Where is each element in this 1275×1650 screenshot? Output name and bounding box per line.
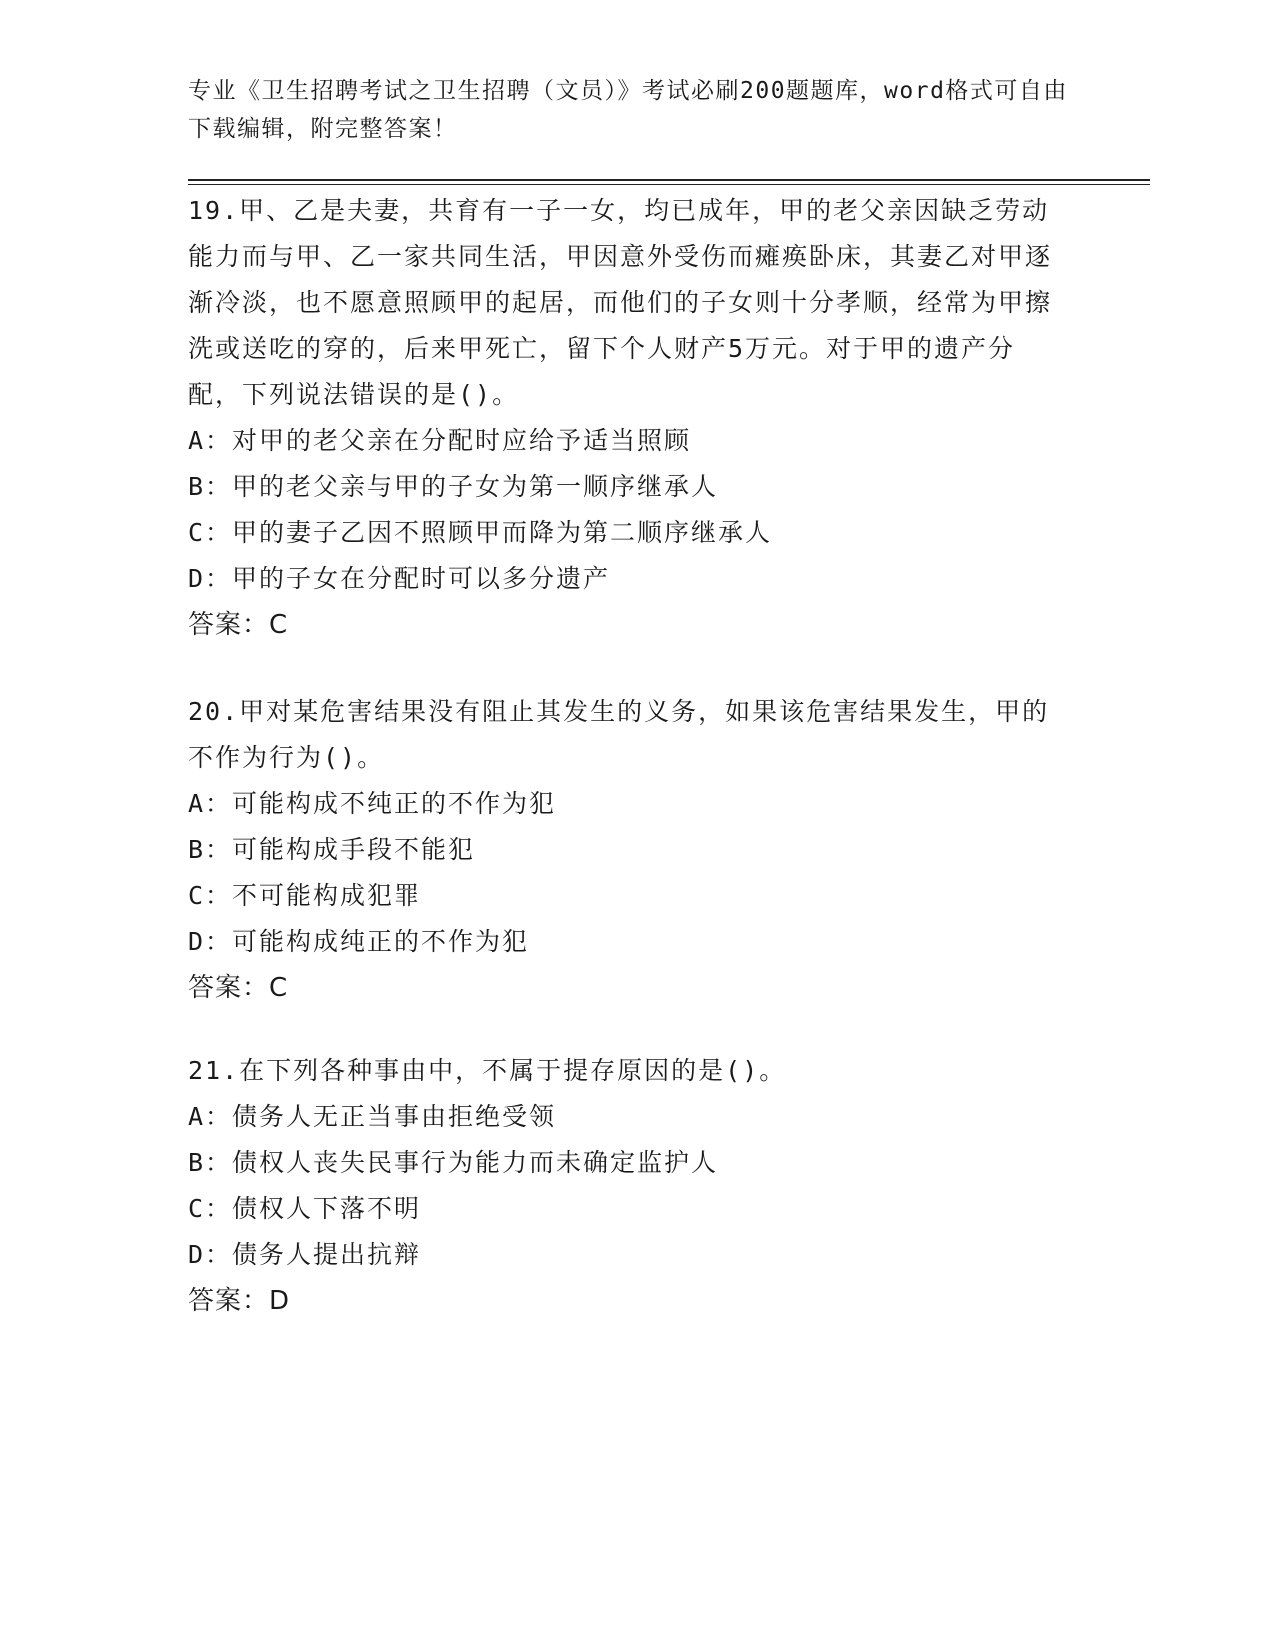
header-title: 专业《卫生招聘考试之卫生招聘（文员）》考试必刷200题题库，word格式可自由下载编辑，附完整答案！ [188,78,1068,142]
question-stem: 19.甲、乙是夫妻，共育有一子一女，均已成年，甲的老父亲因缺乏劳动能力而与甲、乙一家共同生活，甲因意外受伤而瘫痪卧床，其妻乙对甲逐渐冷淡，也不愿意照顾甲的起居，而他们的子女则十分孝顺，经常为甲擦洗或送吃的穿的，后来甲死亡，留下个人财产5万元。对于甲的遗产分配，下列说法错误的是()。 [188,196,1053,409]
question-stem: 20.甲对某危害结果没有阻止其发生的义务，如果该危害结果发生，甲的不作为行为()。 [188,697,1050,772]
option-b: B：债权人丧失民事行为能力而未确定监护人 [188,1148,719,1177]
option-d: D：甲的子女在分配时可以多分遗产 [188,564,611,593]
document-header [188,72,1068,148]
question-20 [188,689,1068,1011]
question-19 [188,188,1068,648]
option-a: A：对甲的老父亲在分配时应给予适当照顾 [188,426,692,455]
answer: 答案：D [188,1286,291,1316]
header-divider-thin [188,184,1150,185]
question-21 [188,1048,1068,1324]
option-d: D：债务人提出抗辩 [188,1240,422,1269]
question-stem: 21.在下列各种事由中，不属于提存原因的是()。 [188,1056,787,1085]
header-divider-thick [188,179,1150,181]
option-c: C：不可能构成犯罪 [188,881,422,910]
option-a: A：可能构成不纯正的不作为犯 [188,789,557,818]
option-b: B：甲的老父亲与甲的子女为第一顺序继承人 [188,472,719,501]
option-b: B：可能构成手段不能犯 [188,835,476,864]
answer: 答案：C [188,610,289,640]
option-c: C：债权人下落不明 [188,1194,422,1223]
option-d: D：可能构成纯正的不作为犯 [188,927,530,956]
option-c: C：甲的妻子乙因不照顾甲而降为第二顺序继承人 [188,518,773,547]
answer: 答案：C [188,973,289,1003]
option-a: A：债务人无正当事由拒绝受领 [188,1102,557,1131]
